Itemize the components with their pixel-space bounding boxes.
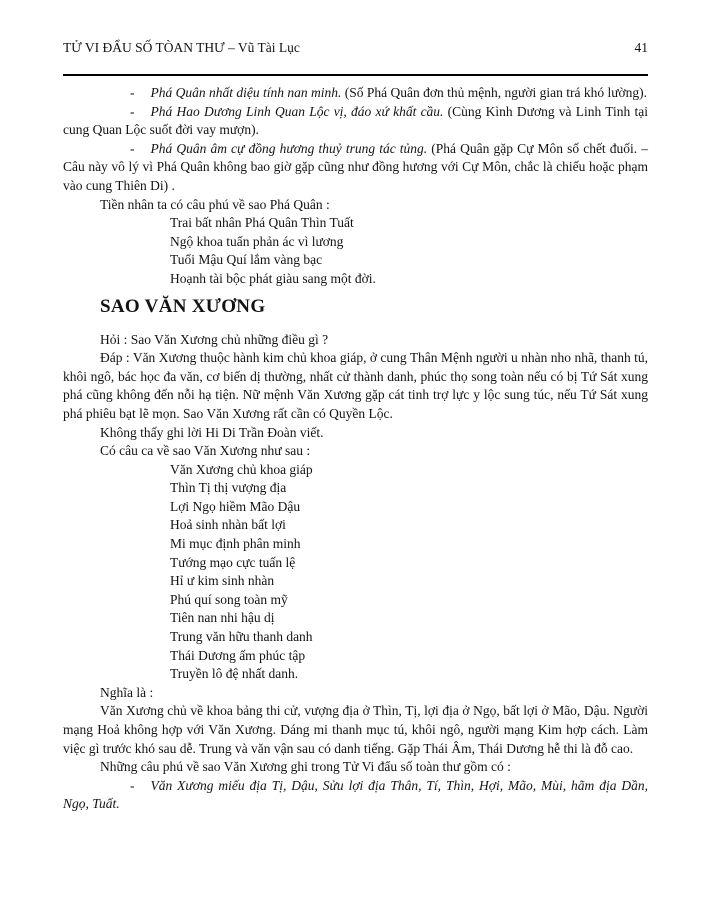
bullet-roman-text: (Cùng Kình Dương và Linh Tinh tại cung Quan Lộc suốt đời vay mượn).	[63, 103, 649, 138]
bullet-paragraph	[63, 84, 648, 103]
bullet-paragraph	[63, 777, 648, 814]
bullet-italic-text: Văn Xương miếu địa Tị, Dậu, Sửu lợi địa Thân, Tí, Thìn, Hợi, Mão, Mùi, hãm địa Dần, Ngọ, Tuất.	[63, 777, 648, 812]
verse-line: Phú quí song toàn mỹ	[170, 591, 288, 607]
verse-line: Truyền lô đệ nhất danh.	[170, 666, 299, 682]
phu-list-intro: Những câu phú về sao Văn Xương ghi trong Tử Vi đẩu số toàn thư gồm có :	[100, 759, 511, 775]
note-paragraph: Không thấy ghi lời Hi Di Trần Đoàn viết.	[100, 424, 324, 440]
bullet-paragraph	[63, 140, 648, 196]
verse-line: Lợi Ngọ hiềm Mão Dậu	[170, 498, 301, 514]
bullet-italic-text: Phá Hao Dương Linh Quan Lộc vị, đáo xứ khất cầu.	[150, 103, 444, 119]
page-number: 41	[634, 40, 648, 55]
verse-line: Thìn Tị thị vượng địa	[170, 480, 287, 496]
bullet-dash: -	[130, 140, 135, 156]
page-body	[0, 76, 705, 814]
answer-paragraph: Đáp : Văn Xương thuộc hành kim chủ khoa giáp, ở cung Thân Mệnh người u nhàn nho nhã, thanh tú, khôi ngô, bác học đa văn, cơ biến dị thường, nhất cử thành danh, phúc thọ song toàn nếu có bị Tứ Sát xung phá cũng không đến nỗi hạ tiện. Nữ mệnh Văn Xương gặp cát tinh trợ lực y lộc sung túc, nếu Tứ Sát xung phá phiêu bạt lẽ mọn. Sao Văn Xương rất cần có Quyền Lộc.	[63, 350, 648, 421]
meaning-label: Nghĩa là :	[100, 684, 154, 700]
verse-line: Trung văn hữu thanh danh	[170, 629, 313, 645]
verse-line: Tướng mạo cực tuấn lệ	[170, 554, 296, 570]
verse-line: Tuổi Mậu Quí lắm vàng bạc	[170, 252, 323, 268]
bullet-dash: -	[130, 103, 135, 119]
verse-line: Thái Dương ấm phúc tập	[170, 647, 306, 663]
page-header	[0, 0, 705, 56]
question-paragraph: Hỏi : Sao Văn Xương chủ những điều gì ?	[100, 331, 329, 347]
meaning-paragraph: Văn Xương chủ về khoa bảng thi cử, vượng địa ở Thìn, Tị, lợi địa ở Ngọ, bất lợi ở Mão, Dậu. Người mạng Hoả không hợp với Văn Xương. Dáng mi thanh mục tú, khôi ngô, người mạng Kim hợp cách. Làm việc gì trước khó sau dễ. Trung và văn vận sau có danh tiếng. Gặp Thái Âm, Thái Dương hễ thi là đỗ cao.	[63, 703, 648, 756]
bullet-paragraph	[63, 103, 648, 140]
verse-intro: Có câu ca về sao Văn Xương như sau :	[100, 443, 311, 459]
bullet-italic-text: Phá Quân nhất diệu tính nan minh.	[150, 85, 342, 100]
verse-line: Hoạnh tài bộc phát giàu sang một đời.	[170, 270, 376, 286]
verse-line: Hỉ ư kim sinh nhàn	[170, 573, 275, 589]
verse-line: Mi mục định phân minh	[170, 536, 301, 552]
bullet-dash: -	[130, 85, 135, 100]
book-title: TỬ VI ĐẨU SỐ TÒAN THƯ – Vũ Tài Lục	[63, 40, 300, 55]
verse-line: Văn Xương chủ khoa giáp	[170, 461, 313, 477]
bullet-dash: -	[130, 777, 135, 793]
verse-line: Ngộ khoa tuẩn phản ác vì lương	[170, 233, 344, 249]
verse-intro: Tiền nhân ta có câu phú về sao Phá Quân :	[100, 196, 330, 212]
verse-line: Hoả sinh nhàn bất lợi	[170, 517, 286, 533]
section-heading: SAO VĂN XƯƠNG	[100, 295, 266, 317]
bullet-italic-text: Phá Quân âm cự đồng hương thuỷ trung tác tủng.	[150, 140, 428, 156]
verse-line: Tiên nan nhi hậu dị	[170, 610, 275, 626]
bullet-roman-text: (Phá Quân gặp Cự Môn số chết đuối. – Câu này vô lý vì Phá Quân không bao giờ gặp cũng như đồng hương với Cự Môn, chắc là chiếu hoặc phạm vào cung Thiên Di) .	[63, 140, 649, 193]
bullet-roman-text: (Số Phá Quân đơn thủ mệnh, người gian trá khó lường).	[344, 85, 648, 100]
verse-line: Trai bất nhân Phá Quân Thìn Tuất	[170, 215, 354, 231]
